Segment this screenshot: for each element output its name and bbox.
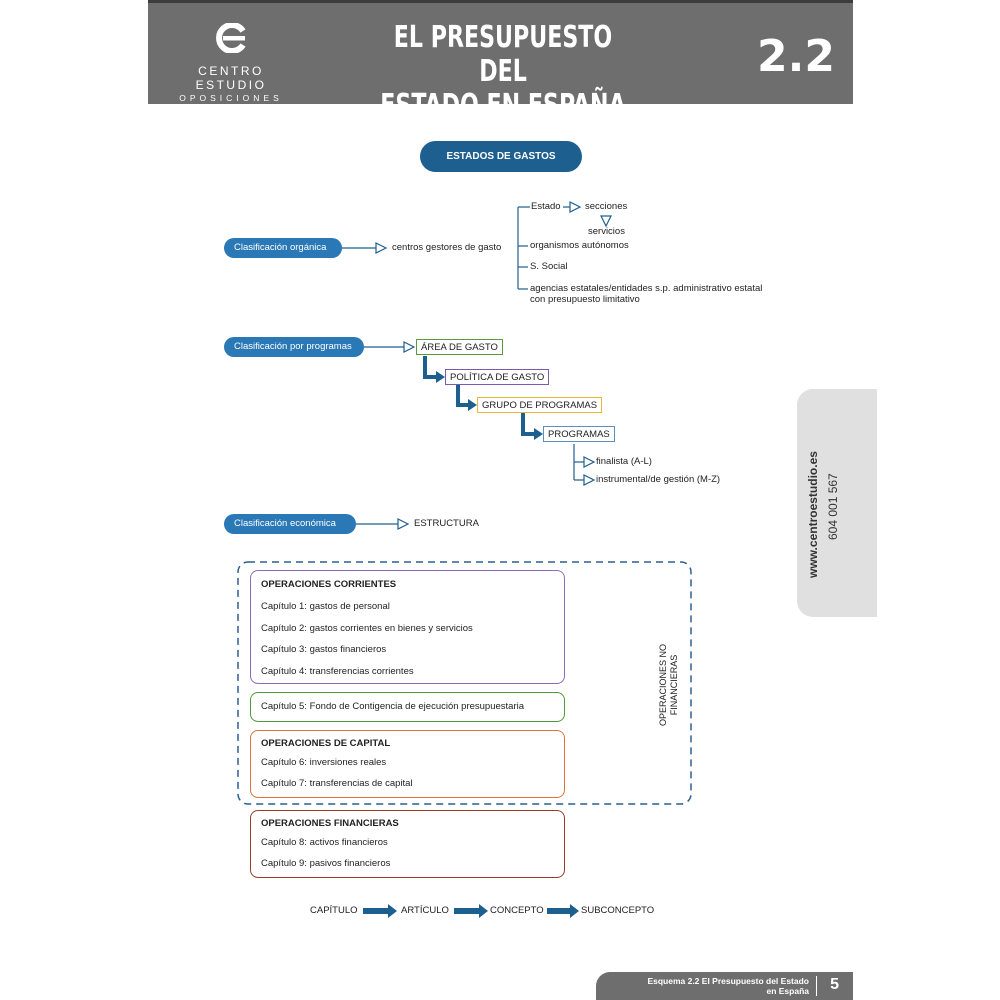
page-number: 5	[830, 976, 839, 993]
main-section-pill: ESTADOS DE GASTOS	[420, 141, 582, 172]
footer-title	[647, 976, 809, 996]
chapter-item: Capítulo 7: transferencias de capital	[261, 778, 413, 789]
economica-target: ESTRUCTURA	[414, 518, 479, 529]
chapter-item: Capítulo 1: gastos de personal	[261, 601, 390, 612]
chapter-item: Capítulo 2: gastos corrientes en bienes y servicios	[261, 623, 473, 634]
pill-clasificacion-programas: Clasificación por programas	[224, 337, 364, 357]
group-operaciones-capital	[250, 730, 565, 798]
chapter-item: Capítulo 6: inversiones reales	[261, 757, 387, 768]
chain-concepto: CONCEPTO	[490, 905, 544, 916]
organica-item-1: organismos autónomos	[530, 240, 629, 251]
logo-text-line1: CENTRO ESTUDIO	[195, 64, 267, 92]
organica-secciones: secciones	[585, 201, 628, 212]
footer-title-line2: en España	[766, 986, 809, 996]
group-operaciones-corrientes	[250, 570, 565, 684]
organica-agencias-line2: con presupuesto limitativo	[530, 294, 640, 305]
programas-level-politica: POLÍTICA DE GASTO	[445, 369, 549, 385]
chapter-item: Capítulo 9: pasivos financieros	[261, 858, 391, 869]
footer-bar	[596, 972, 853, 1000]
group-title: OPERACIONES FINANCIERAS	[261, 818, 399, 829]
programas-type-finalista: finalista (A-L)	[596, 456, 652, 467]
section-number: 2.2	[757, 31, 835, 82]
operaciones-no-financieras-label	[658, 635, 680, 735]
organica-servicios: servicios	[588, 226, 625, 237]
organica-agencias-line1: agencias estatales/entidades s.p. administrativo estatal	[530, 283, 763, 294]
group-operaciones-financieras	[250, 810, 565, 878]
programas-level-area: ÁREA DE GASTO	[416, 339, 503, 355]
chain-subconcepto: SUBCONCEPTO	[581, 905, 655, 916]
footer-divider	[816, 976, 817, 996]
footer-title-line1: Esquema 2.2 El Presupuesto del Estado	[647, 976, 809, 986]
programas-level-grupo: GRUPO DE PROGRAMAS	[477, 397, 602, 413]
chapter-item: Capítulo 3: gastos financieros	[261, 644, 387, 655]
chain-capitulo: CAPÍTULO	[310, 905, 358, 916]
page-title-line2: ESTADO EN ESPAÑA	[380, 88, 626, 123]
programas-level-programas: PROGRAMAS	[543, 426, 615, 442]
chapter-item: Capítulo 5: Fondo de Contigencia de ejecución presupuestaria	[261, 701, 525, 712]
side-website: www.centroestudio.es	[806, 451, 820, 578]
pill-clasificacion-economica: Clasificación económica	[224, 514, 356, 534]
chapter-item: Capítulo 4: transferencias corrientes	[261, 666, 414, 677]
organica-target: centros gestores de gasto	[392, 242, 502, 253]
organica-item-2: S. Social	[530, 261, 568, 272]
vlabel-line1: OPERACIONES NO	[658, 644, 668, 727]
page-title-line1: EL PRESUPUESTO DEL	[393, 20, 613, 89]
group-fondo-contingencia	[250, 692, 565, 722]
pill-clasificacion-organica: Clasificación orgánica	[224, 238, 342, 258]
vlabel-line2: FINANCIERAS	[669, 654, 679, 716]
chain-articulo: ARTÍCULO	[401, 905, 449, 916]
side-phone: 604 001 567	[826, 473, 840, 540]
group-title: OPERACIONES DE CAPITAL	[261, 738, 391, 749]
organica-estado: Estado	[531, 201, 561, 212]
logo-text-line2: OPOSICIONES	[179, 93, 283, 103]
group-title: OPERACIONES CORRIENTES	[261, 579, 397, 590]
chapter-item: Capítulo 8: activos financieros	[261, 837, 388, 848]
programas-type-instrumental: instrumental/de gestión (M-Z)	[596, 474, 721, 485]
